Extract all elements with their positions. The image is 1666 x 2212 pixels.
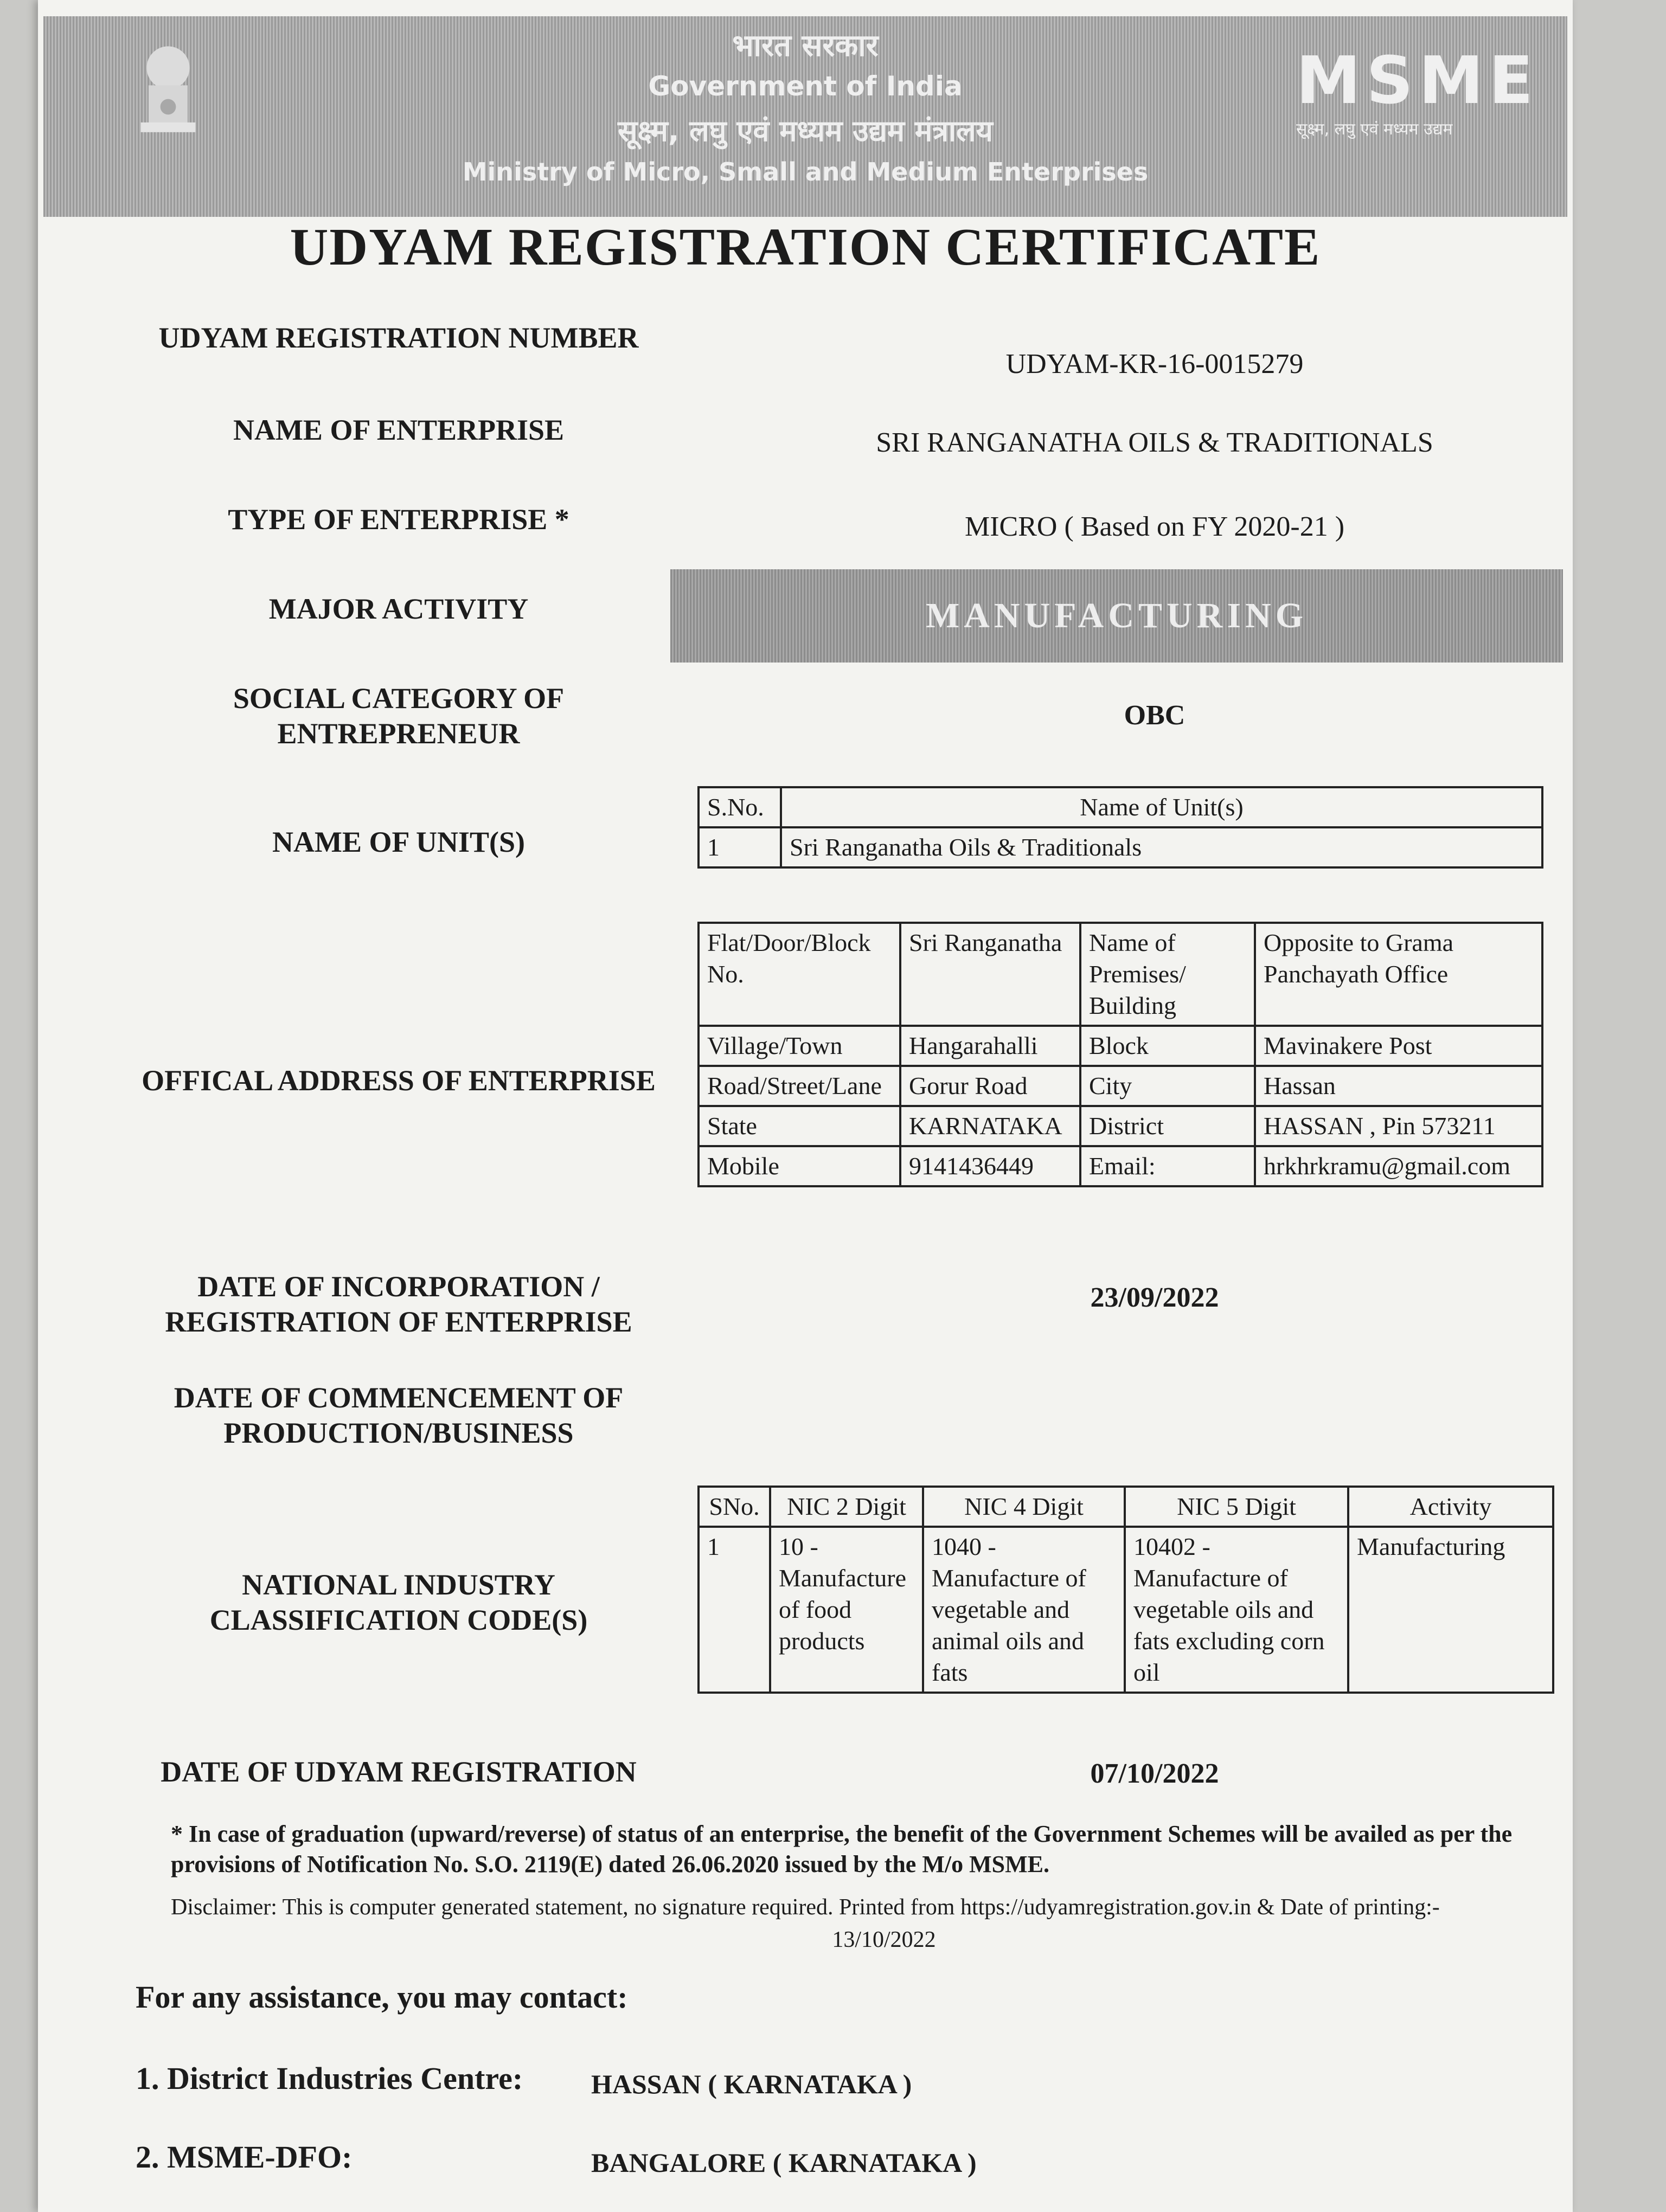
address-table bbox=[697, 922, 1543, 1187]
assistance-heading: For any assistance, you may contact: bbox=[136, 1979, 628, 2015]
table-header: NIC 4 Digit bbox=[923, 1487, 1125, 1527]
reg-number-value: UDYAM-KR-16-0015279 bbox=[1005, 349, 1304, 380]
table-cell: 10 - Manufacture of food products bbox=[770, 1527, 923, 1693]
table-cell: District bbox=[1080, 1106, 1255, 1146]
table-cell: KARNATAKA bbox=[900, 1106, 1080, 1146]
print-date: 13/10/2022 bbox=[832, 1927, 936, 1952]
dic-value: HASSAN ( KARNATAKA ) bbox=[591, 2069, 912, 2099]
nic-label-2: CLASSIFICATION CODE(S) bbox=[209, 1604, 588, 1636]
social-label-1: SOCIAL CATEGORY OF bbox=[233, 682, 565, 715]
table-cell: Block bbox=[1080, 1026, 1255, 1066]
table-cell: Hangarahalli bbox=[900, 1026, 1080, 1066]
enterprise-name-label: NAME OF ENTERPRISE bbox=[233, 414, 565, 446]
social-value: OBC bbox=[1124, 700, 1186, 731]
table-cell: State bbox=[699, 1106, 900, 1146]
table-cell: Manufacturing bbox=[1348, 1527, 1553, 1693]
table-cell: Opposite to Grama Panchayath Office bbox=[1255, 923, 1542, 1026]
units-table bbox=[697, 786, 1543, 869]
table-cell: Hassan bbox=[1255, 1066, 1542, 1106]
doi-value: 23/09/2022 bbox=[1090, 1282, 1219, 1313]
table-cell: 1040 - Manufacture of vegetable and animal oils and fats bbox=[923, 1527, 1125, 1693]
table-row bbox=[699, 787, 1542, 827]
table-row bbox=[699, 1026, 1542, 1066]
dor-value: 07/10/2022 bbox=[1090, 1758, 1219, 1789]
type-value: MICRO ( Based on FY 2020-21 ) bbox=[964, 511, 1345, 542]
dic-label: 1. District Industries Centre: bbox=[136, 2061, 523, 2096]
table-header: SNo. bbox=[699, 1487, 770, 1527]
certificate-sheet bbox=[38, 0, 1573, 2212]
activity-value: MANUFACTURING bbox=[670, 569, 1563, 663]
type-label: TYPE OF ENTERPRISE * bbox=[228, 503, 569, 536]
doc-label-2: PRODUCTION/BUSINESS bbox=[223, 1417, 574, 1449]
page-title: UDYAM REGISTRATION CERTIFICATE bbox=[290, 218, 1321, 276]
doc-label-1: DATE OF COMMENCEMENT OF bbox=[174, 1381, 624, 1414]
table-row bbox=[699, 923, 1542, 1026]
table-cell: Sri Ranganatha Oils & Traditionals bbox=[781, 827, 1542, 867]
table-cell: Sri Ranganatha bbox=[900, 923, 1080, 1026]
dfo-label: 2. MSME-DFO: bbox=[136, 2139, 353, 2175]
msme-logo: MSME सूक्ष्म, लघु एवं मध्यम उद्यम bbox=[1296, 43, 1539, 139]
table-cell: Road/Street/Lane bbox=[699, 1066, 900, 1106]
table-header: NIC 5 Digit bbox=[1125, 1487, 1348, 1527]
table-cell: hrkhrkramu@gmail.com bbox=[1255, 1146, 1542, 1186]
govt-text: Government of India bbox=[648, 70, 963, 102]
table-cell: Village/Town bbox=[699, 1026, 900, 1066]
table-header: NIC 2 Digit bbox=[770, 1487, 923, 1527]
doi-label-1: DATE OF INCORPORATION / bbox=[197, 1270, 600, 1303]
enterprise-name-value: SRI RANGANATHA OILS & TRADITIONALS bbox=[876, 427, 1433, 458]
dfo-value: BANGALORE ( KARNATAKA ) bbox=[591, 2147, 977, 2178]
table-cell: Mavinakere Post bbox=[1255, 1026, 1542, 1066]
table-cell: Email: bbox=[1080, 1146, 1255, 1186]
table-cell: Flat/Door/Block No. bbox=[699, 923, 900, 1026]
hindi-ministry-text: सूक्ष्म, लघु एवं मध्यम उद्यम मंत्रालय bbox=[618, 114, 993, 148]
hindi-govt-text: भारत सरकार bbox=[732, 28, 879, 63]
address-label: OFFICAL ADDRESS OF ENTERPRISE bbox=[142, 1064, 656, 1097]
table-row bbox=[699, 1487, 1553, 1527]
table-cell: Gorur Road bbox=[900, 1066, 1080, 1106]
table-cell: 1 bbox=[699, 827, 781, 867]
nic-label-1: NATIONAL INDUSTRY bbox=[242, 1568, 555, 1601]
table-row bbox=[699, 1066, 1542, 1106]
table-cell: HASSAN , Pin 573211 bbox=[1255, 1106, 1542, 1146]
table-cell: Name of Premises/ Building bbox=[1080, 923, 1255, 1026]
activity-label: MAJOR ACTIVITY bbox=[268, 593, 529, 625]
table-cell: 9141436449 bbox=[900, 1146, 1080, 1186]
table-row bbox=[699, 827, 1542, 867]
table-row bbox=[699, 1527, 1553, 1693]
disclaimer: Disclaimer: This is computer generated statement, no signature required. Printed from https://udyamregistration.gov.in & Date of printing:- bbox=[171, 1895, 1440, 1920]
units-label: NAME OF UNIT(S) bbox=[272, 826, 525, 858]
table-row bbox=[699, 1146, 1542, 1186]
table-cell: 10402 - Manufacture of vegetable oils and fats excluding corn oil bbox=[1125, 1527, 1348, 1693]
table-cell: City bbox=[1080, 1066, 1255, 1106]
doi-label-2: REGISTRATION OF ENTERPRISE bbox=[165, 1306, 632, 1338]
table-cell: Mobile bbox=[699, 1146, 900, 1186]
social-label-2: ENTREPRENEUR bbox=[277, 717, 520, 750]
nic-table bbox=[697, 1486, 1554, 1694]
table-header: Activity bbox=[1348, 1487, 1553, 1527]
reg-number-label: UDYAM REGISTRATION NUMBER bbox=[158, 321, 639, 354]
header-banner bbox=[43, 16, 1567, 217]
dor-label: DATE OF UDYAM REGISTRATION bbox=[161, 1756, 637, 1788]
table-cell: S.No. bbox=[699, 787, 781, 827]
ministry-text: Ministry of Micro, Small and Medium Enterprises bbox=[462, 157, 1149, 187]
footnote: * In case of graduation (upward/reverse) of status of an enterprise, the benefit of the Government Schemes will be availed as per the provisions of Notification No. S.O. 2119(E) dated 26.06.2020 issued by the M/o MSME. bbox=[171, 1821, 1513, 1877]
table-row bbox=[699, 1106, 1542, 1146]
table-header: Name of Unit(s) bbox=[781, 787, 1542, 827]
table-cell: 1 bbox=[699, 1527, 770, 1693]
